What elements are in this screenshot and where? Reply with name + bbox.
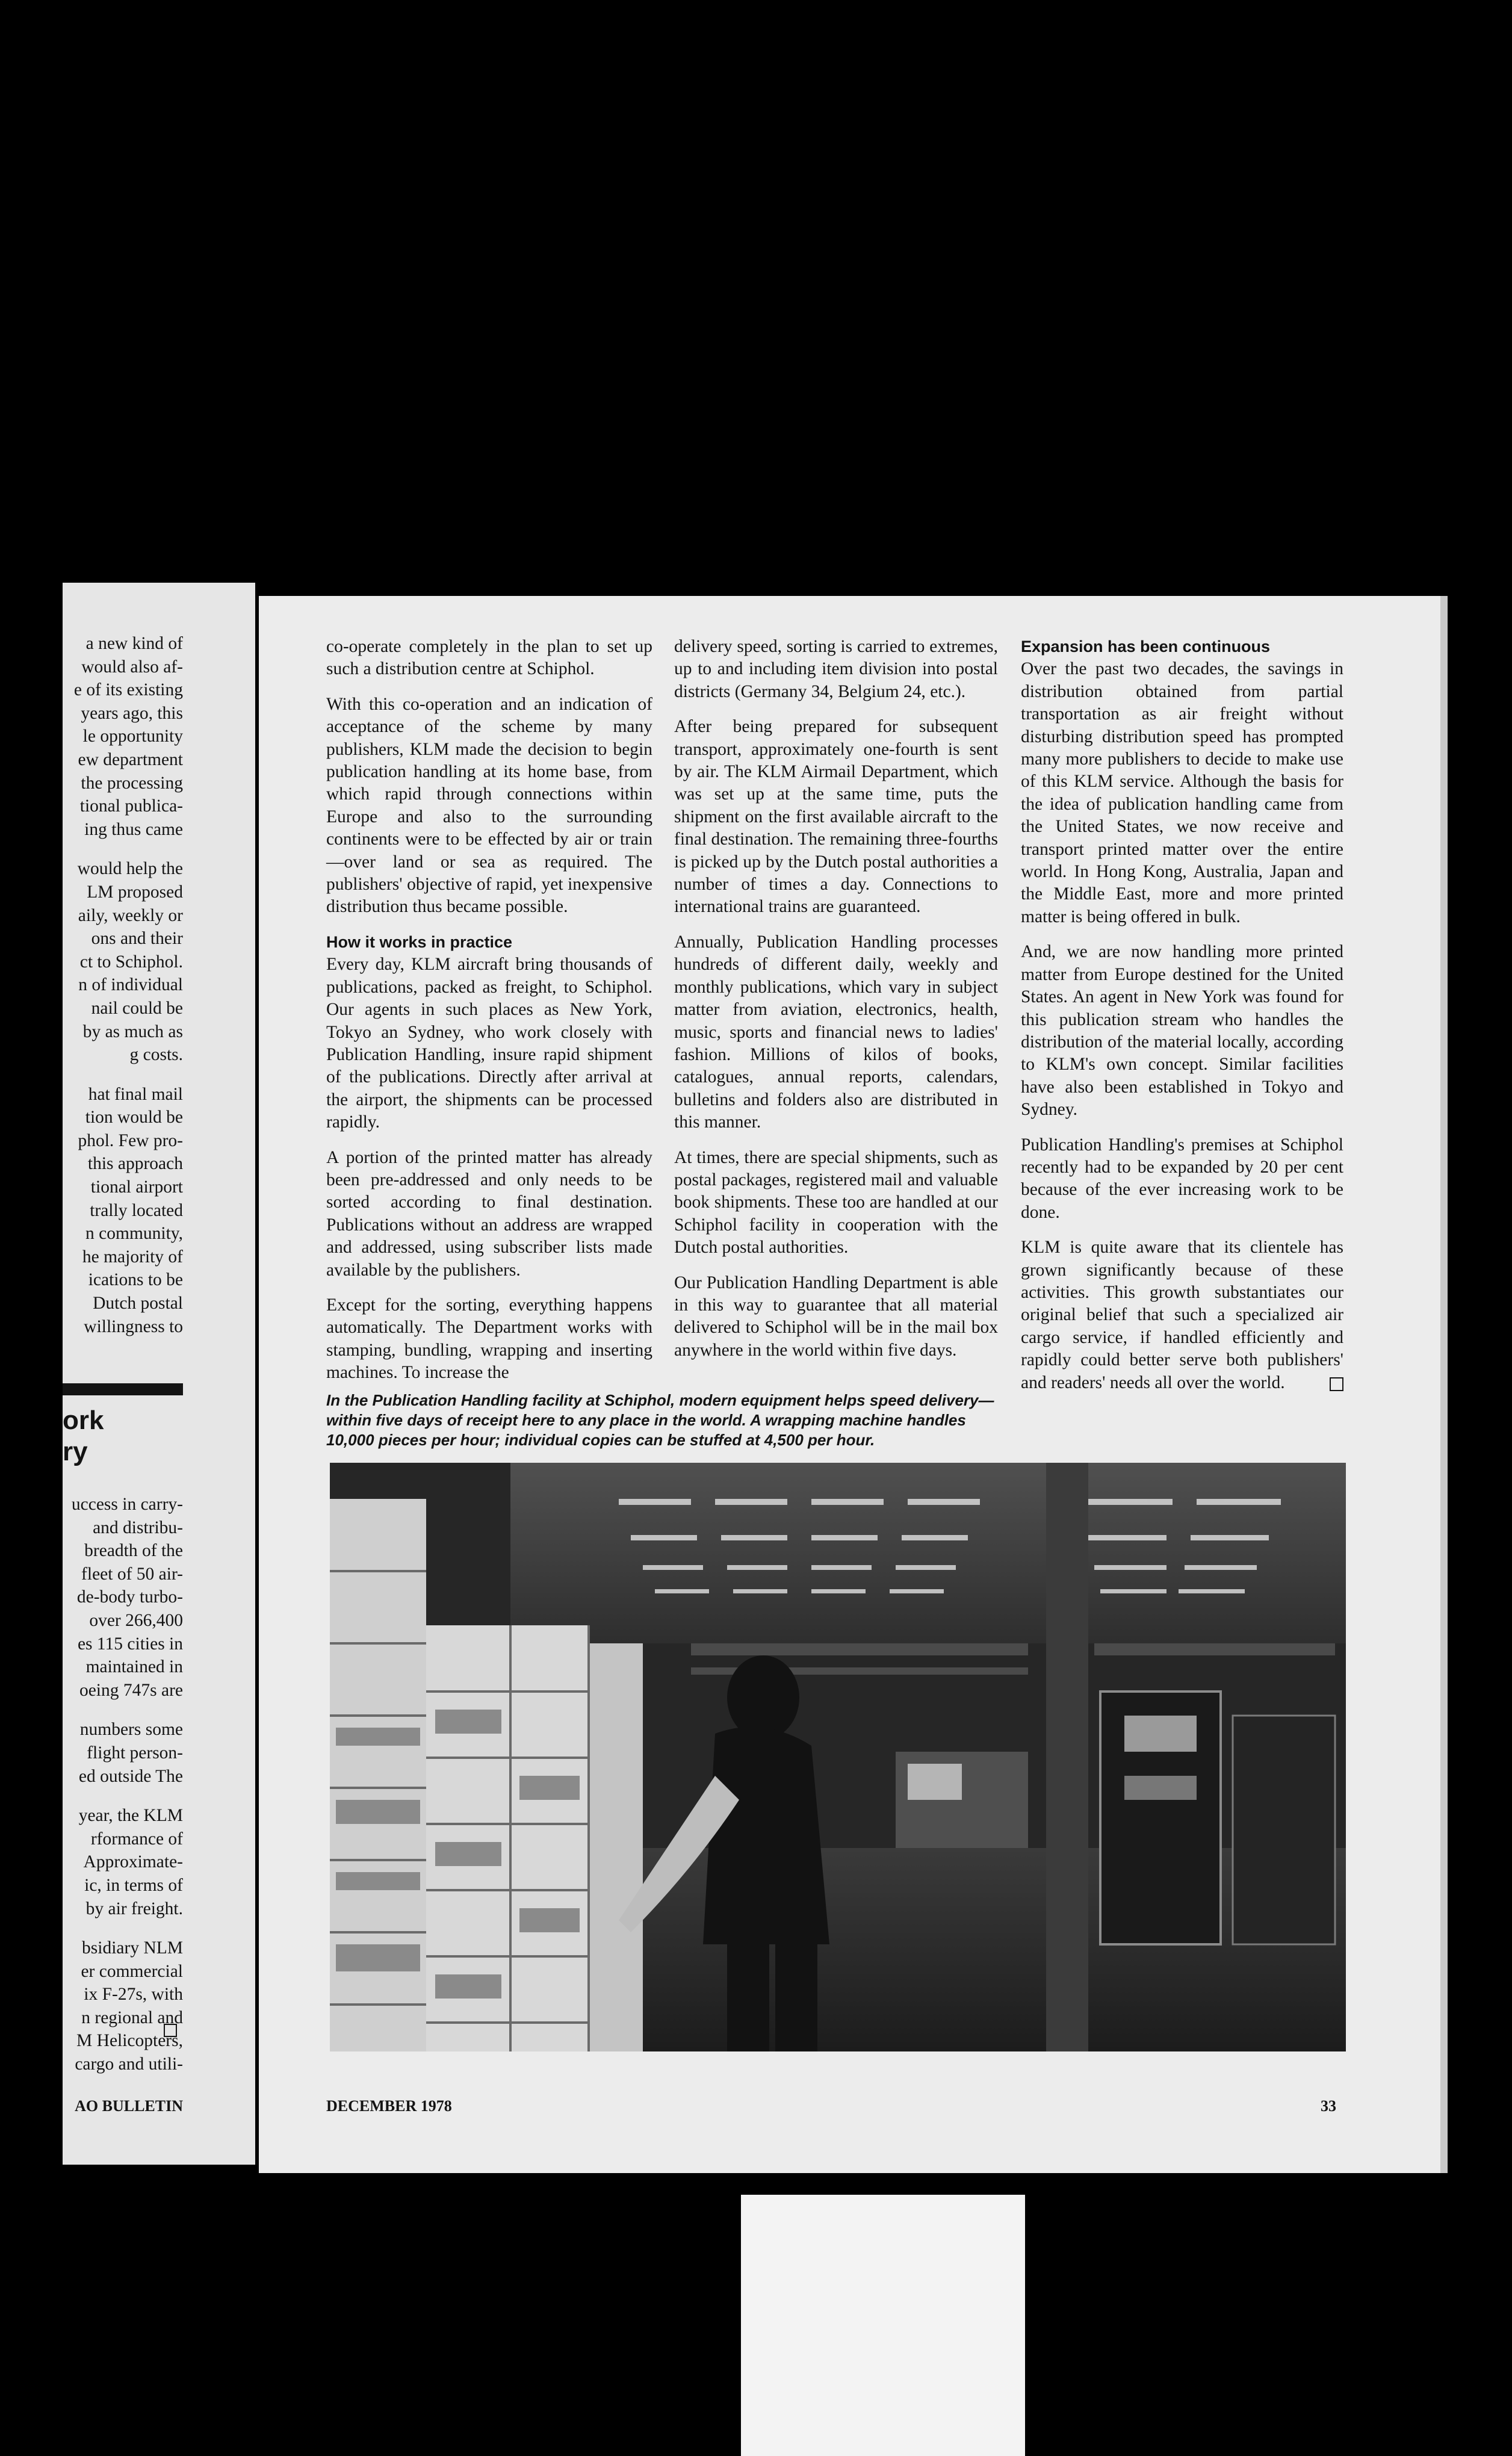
paragraph: Our Publication Handling Department is able in this way to guarantee that all material delivered to Schiphol will be in the mail box anywhere in the world within five days. <box>674 1273 998 1360</box>
paragraph: At times, there are special shipments, such as postal packages, registered mail and valuable book shipments. These too are handled at our Schiphol facility in cooperation with the Dutch postal authorities. <box>674 1147 998 1257</box>
text-line: es 115 cities in <box>77 1634 183 1654</box>
paragraph: After being prepared for subsequent transport, approximately one-fourth is sent by air. The KLM Airmail Department, which was set up at the same time, puts the shipment on the first available aircraft to the final destination. The remaining three-fourths is picked up by the Dutch postal authorities a number of times a day. Connections to international trains are guaranteed. <box>674 717 998 917</box>
warehouse-photo <box>330 1463 1346 2051</box>
paragraph: With this co-operation and an indication of acceptance of the scheme by many publishers, KLM made the decision to begin publication handling at its home base, from which rapid through connections within Europe and also to the surrounding continents were to be effected by air or train—over land or sea as required. The publishers' objective of rapid, yet inexpensive distribution thus became possible. <box>326 694 652 917</box>
text-line: tional airport <box>90 1177 183 1197</box>
text-line: LM proposed <box>87 882 183 902</box>
text-line: n regional and <box>81 2008 183 2027</box>
paragraph: Except for the sorting, everything happens automatically. The Department works with stamping, bundling, wrapping and inserting machines. To increase the <box>326 1295 652 1383</box>
paragraph: Over the past two decades, the savings in distribution obtained from partial transportation as air freight without disturbing distribution speed has prompted many more publishers to decide to make use of this KLM service. Although the basis for the idea of publication handling came from the United States, we now receive and transport printed matter over the entire world. In Hong Kong, Australia, Japan and the Middle East, more and more printed matter is being offered in bulk. <box>1021 659 1343 926</box>
paragraph: And, we are now handling more printed matter from Europe destined for the United States. An agent in New York was found for this publication stream who handles the distribution of the material locally, according to KLM's own concept. Similar facilities have also been established in Tokyo and Sydney. <box>1021 942 1343 1120</box>
text-line: trally located <box>90 1200 183 1220</box>
paragraph: co-operate completely in the plan to set up such a distribution centre at Schiphol. <box>326 637 652 679</box>
text-line: ew department <box>78 749 183 769</box>
text-line: by air freight. <box>85 1899 183 1918</box>
text-line: numbers some <box>79 1720 183 1740</box>
text-block <box>63 857 183 1066</box>
text-block <box>63 1718 183 1788</box>
text-line: breadth of the <box>84 1541 183 1561</box>
paragraph: Publication Handling's premises at Schiphol recently had to be expanded by 20 per cent because of the ever increasing work to be done. <box>1021 1135 1343 1222</box>
text-line: nail could be <box>91 998 183 1018</box>
text-line: aily, weekly or <box>78 905 183 925</box>
text-line: hat final mail <box>88 1084 183 1104</box>
left-page-column <box>63 632 183 1354</box>
text-line: M Helicopters, <box>76 2031 183 2051</box>
text-block <box>63 1804 183 1920</box>
paragraph: A portion of the printed matter has already been pre-addressed and only needs to be sorted according to final destination. Publications without an address are wrapped and addressed, using subscriber lists made available by the publishers. <box>326 1147 652 1280</box>
text-block <box>63 1083 183 1339</box>
text-line: year, the KLM <box>78 1806 183 1826</box>
paragraph: Every day, KLM aircraft bring thousands of publications, packed as freight, to Schiphol. Our agents in such places as New York, Tokyo an Sydney, who work closely with Publication Handling, insure rapid shipment of the publications. Directly after arrival at the airport, the shipments can be processed rapidly. <box>326 955 652 1132</box>
text-line: maintained in <box>85 1657 183 1677</box>
photo-illustration <box>330 1463 1346 2051</box>
section-rule <box>63 1383 183 1395</box>
text-line: rformance of <box>90 1829 183 1849</box>
page-number: 33 <box>1321 2097 1336 2115</box>
text-line: phol. Few pro- <box>78 1130 183 1150</box>
text-line: flight person- <box>87 1743 183 1763</box>
heading-line: ork <box>63 1406 104 1435</box>
paragraph: delivery speed, sorting is carried to extremes, up to and including item division into postal districts (Germany 34, Belgium 24, etc.). <box>674 637 998 701</box>
text-line: ic, in terms of <box>84 1875 183 1895</box>
text-line: and distribu- <box>93 1518 183 1537</box>
left-page-footer: AO BULLETIN <box>75 2097 183 2115</box>
text-line: ed outside The <box>78 1766 183 1786</box>
text-line: ix F-27s, with <box>84 1985 183 2005</box>
text-line: he majority of <box>82 1247 183 1267</box>
text-line: uccess in carry- <box>71 1495 183 1514</box>
text-line: g costs. <box>129 1045 183 1065</box>
text-line: the processing <box>81 773 183 793</box>
subheading: Expansion has been continuous <box>1021 637 1271 656</box>
heading-line: ry <box>63 1437 88 1466</box>
text-block <box>63 1493 183 1702</box>
text-line: cargo and utili- <box>75 2054 183 2074</box>
text-line: Dutch postal <box>93 1294 183 1313</box>
text-line: oeing 747s are <box>79 1680 183 1700</box>
article-column-2 <box>674 636 998 1374</box>
text-block <box>63 1937 183 2076</box>
text-line: n of individual <box>78 975 183 995</box>
subheading: How it works in practice <box>326 932 513 951</box>
end-mark-icon <box>1330 1377 1343 1391</box>
issue-date: DECEMBER 1978 <box>326 2097 452 2115</box>
text-block <box>63 632 183 841</box>
article-column-1 <box>326 636 652 1397</box>
text-line: this approach <box>87 1154 183 1174</box>
text-line: over 266,400 <box>89 1610 183 1630</box>
text-line: ications to be <box>88 1270 183 1290</box>
text-line: bsidiary NLM <box>82 1938 183 1958</box>
text-line: n community, <box>85 1224 183 1244</box>
paragraph <box>1021 1236 1343 1394</box>
end-mark-icon <box>164 2024 177 2037</box>
paragraph: Annually, Publication Handling processes hundreds of different daily, weekly and monthly publications, which vary in subject matter from aviation, electronics, health, music, sports and financial news to ladies' fashion. Millions of kilos of books, catalogues, annual reports, calendars, bulletins and folders also are distributed in this manner. <box>674 932 998 1132</box>
text-line: fleet of 50 air- <box>81 1564 183 1584</box>
page-edge <box>1440 596 1448 2173</box>
text-line: ing thus came <box>84 819 183 839</box>
article-column-3 <box>1021 636 1343 1407</box>
paragraph-text: KLM is quite aware that its clientele has grown significantly because of these activities. This growth substantiates our original belief that such a specialized air cargo service, if handled efficiently and rapidly could better serve both publishers' and readers' needs all over the world. <box>1021 1238 1343 1392</box>
text-line: would also af- <box>81 657 183 677</box>
text-line: e of its existing <box>73 680 183 700</box>
text-line: le opportunity <box>82 727 183 746</box>
text-line: by as much as <box>82 1022 183 1041</box>
text-line: willingness to <box>84 1316 183 1336</box>
text-line: years ago, this <box>81 703 183 723</box>
photo-caption: In the Publication Handling facility at Schiphol, modern equipment helps speed delivery—within five days of receipt here to any place in the world. A wrapping machine handles 10,000 pieces per hour; individual copies can be stuffed at 4,500 per hour. <box>326 1391 994 1449</box>
text-line: ons and their <box>91 929 183 949</box>
text-line: ct to Schiphol. <box>79 952 183 972</box>
left-page-heading <box>63 1405 183 1468</box>
text-line: tion would be <box>85 1108 183 1127</box>
text-line: de-body turbo- <box>76 1587 183 1607</box>
text-line: tional publica- <box>79 796 183 816</box>
left-page-column-lower <box>63 1493 183 2092</box>
white-card <box>741 2195 1025 2456</box>
text-line: er commercial <box>81 1961 183 1981</box>
text-line: a new kind of <box>85 634 183 653</box>
text-line: Approximate- <box>83 1852 183 1872</box>
text-line: would help the <box>77 859 183 879</box>
